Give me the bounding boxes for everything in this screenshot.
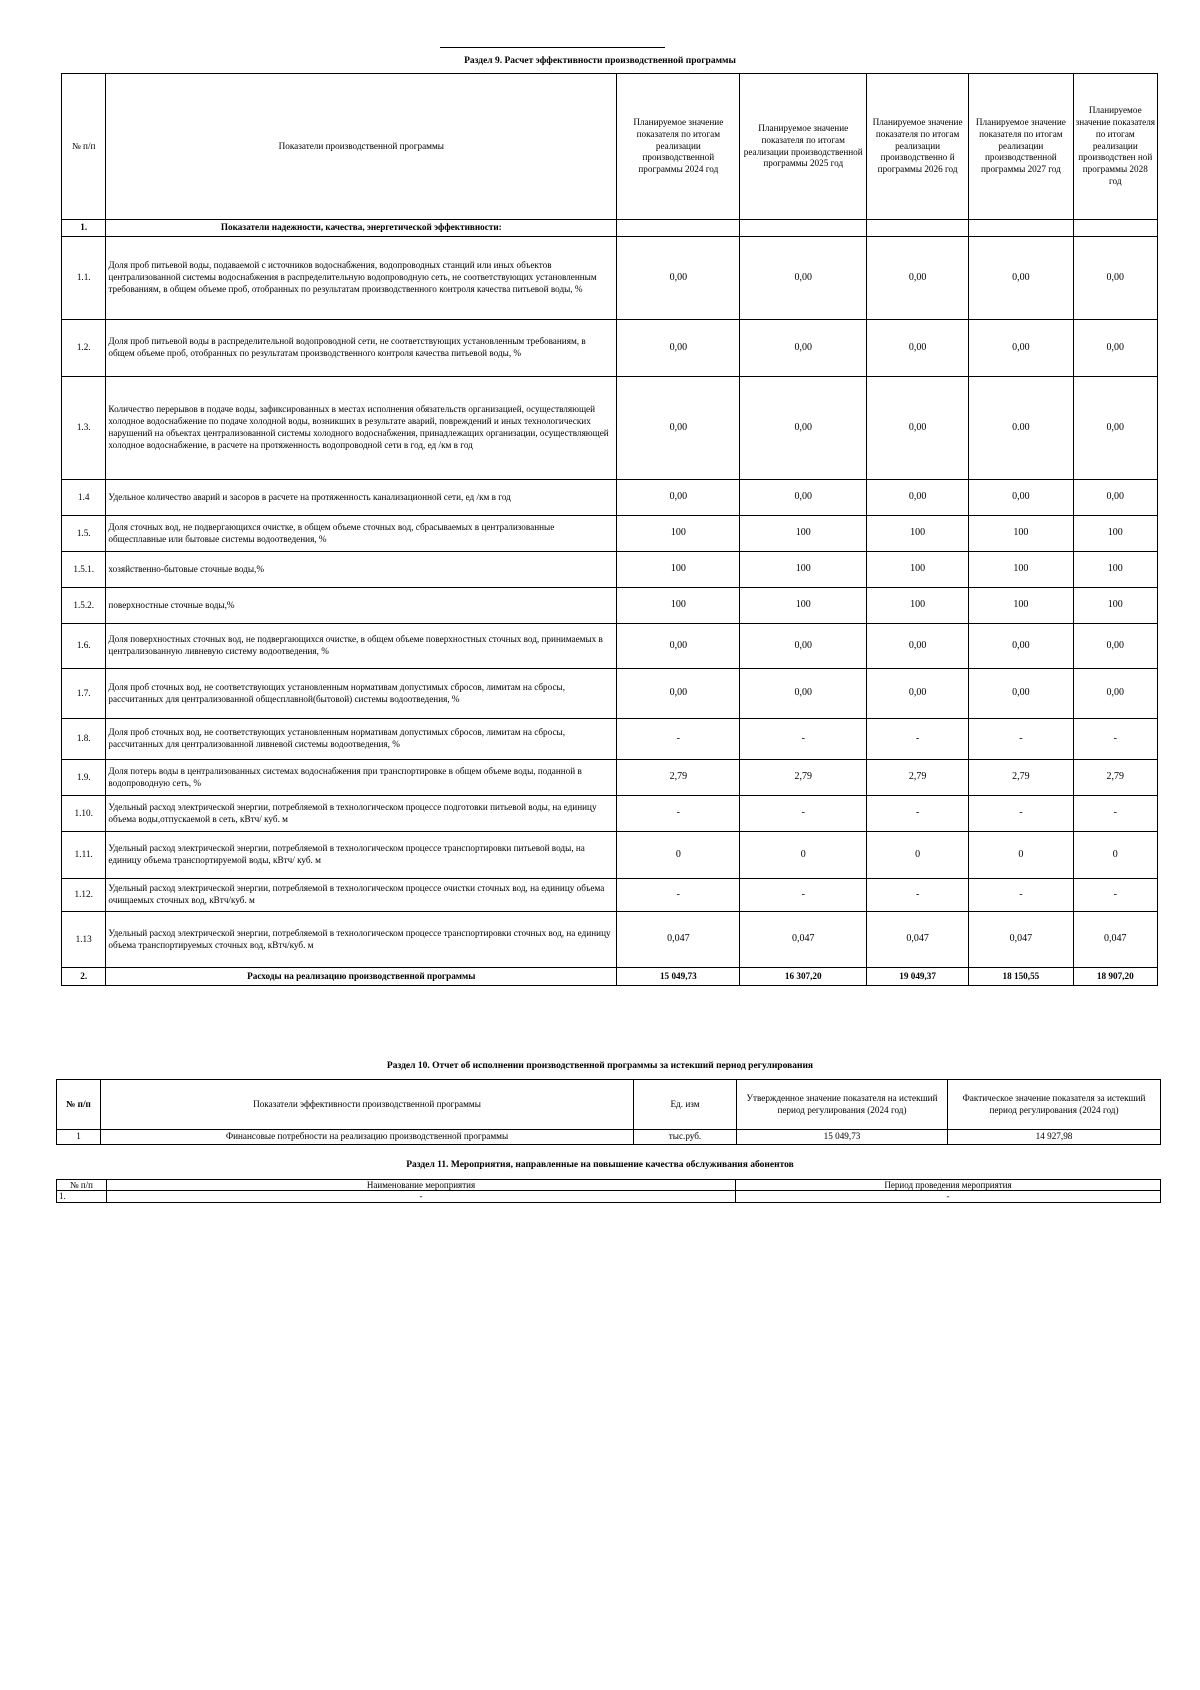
- s11-name: -: [107, 1191, 736, 1202]
- header-num: № п/п: [62, 74, 106, 220]
- section10-header-row: [57, 1080, 1161, 1130]
- row-num: 1.3.: [62, 377, 106, 480]
- row-num: 1.7.: [62, 669, 106, 719]
- row-value-2028: 100: [1073, 552, 1157, 588]
- row-value-2024: -: [617, 796, 740, 832]
- row-indicator-name: хозяйственно-бытовые сточные воды,%: [106, 552, 617, 588]
- s11-num: 1.: [57, 1191, 107, 1202]
- row-value-2025: 2,79: [740, 760, 867, 796]
- row-value-2028: 0,00: [1073, 669, 1157, 719]
- row-indicator-name: Количество перерывов в подаче воды, зафиксированных в местах исполнения обязательств организацией, осуществляющей холодное водоснабжение по подаче холодной воды, возникших в результате аварий, повреждений и иных технологических нарушений на объектах централизованной системы холодного водоснабжения, принадлежащих организации, осуществляющей холодное водоснабжение, в расчете на протяженность водопроводной сети в год, ед /км в год: [106, 377, 617, 480]
- top-rule: [440, 47, 665, 48]
- row-value-2025: -: [740, 796, 867, 832]
- expenses-value-2026: 19 049,37: [867, 968, 969, 986]
- row-indicator-name: Доля проб питьевой воды, подаваемой с источников водоснабжения, водопроводных станций или иных объектов централизованной системы водоснабжения в распределительную водопроводную сеть, не соответствующих установленным требованиям, в общем объеме проб, отобранных по результатам производственного контроля качества питьевой воды, %: [106, 237, 617, 320]
- row-value-2025: 0,00: [740, 320, 867, 377]
- row-num: 1.1.: [62, 237, 106, 320]
- header-year-2024: Планируемое значение показателя по итогам реализации производственной программы 2024 год: [617, 74, 740, 220]
- row-value-2026: 100: [867, 588, 969, 624]
- row-indicator-name: Доля проб сточных вод, не соответствующих установленным нормативам допустимых сбросов, лимитам на сбросы, рассчитанных для централизованной общесплавной(бытовой) системы водоотведения, %: [106, 669, 617, 719]
- row-value-2024: 0,00: [617, 480, 740, 516]
- row-num: 1.2.: [62, 320, 106, 377]
- s10-indicator: Финансовые потребности на реализацию производственной программы: [101, 1130, 634, 1145]
- row-value-2028: 0,00: [1073, 480, 1157, 516]
- s11-header-name: Наименование мероприятия: [107, 1180, 736, 1191]
- section10-row: [57, 1130, 1161, 1145]
- empty-cell: [969, 220, 1073, 237]
- header-year-2027: Планируемое значение показателя по итогам реализации производственной программы 2027 год: [969, 74, 1073, 220]
- row-value-2027: 0,00: [969, 669, 1073, 719]
- empty-cell: [617, 220, 740, 237]
- row-num: 1.5.1.: [62, 552, 106, 588]
- table-row: [62, 912, 1158, 968]
- empty-cell: [867, 220, 969, 237]
- row-value-2025: 100: [740, 552, 867, 588]
- row-value-2024: 100: [617, 516, 740, 552]
- row-value-2028: 0,00: [1073, 320, 1157, 377]
- row-value-2024: 2,79: [617, 760, 740, 796]
- row-value-2026: 0,00: [867, 669, 969, 719]
- section11-table: [56, 1179, 1161, 1203]
- s10-actual: 14 927,98: [948, 1130, 1161, 1145]
- row-value-2025: 0,00: [740, 669, 867, 719]
- row-value-2028: 2,79: [1073, 760, 1157, 796]
- row-value-2024: 0,00: [617, 320, 740, 377]
- row-num: 1.8.: [62, 719, 106, 760]
- section11-header-row: [57, 1180, 1161, 1191]
- expenses-value-2024: 15 049,73: [617, 968, 740, 986]
- table-row: [62, 552, 1158, 588]
- row-num: 1.13: [62, 912, 106, 968]
- s10-header-approved: Утвержденное значение показателя на истекший период регулирования (2024 год): [737, 1080, 948, 1130]
- section10-table: [56, 1079, 1161, 1145]
- row-indicator-name: поверхностные сточные воды,%: [106, 588, 617, 624]
- table-row: [62, 760, 1158, 796]
- s11-header-period: Период проведения мероприятия: [736, 1180, 1161, 1191]
- row-indicator-name: Доля проб питьевой воды в распределительной водопроводной сети, не соответствующих установленным требованиям, в общем объеме проб, отобранных по результатам производственного контроля качества питьевой воды, %: [106, 320, 617, 377]
- row-value-2026: 0: [867, 832, 969, 879]
- row-indicator-name: Удельное количество аварий и засоров в расчете на протяженность канализационной сети, ед /км в год: [106, 480, 617, 516]
- row-value-2025: 100: [740, 516, 867, 552]
- row-value-2025: 0,00: [740, 480, 867, 516]
- row-value-2028: -: [1073, 719, 1157, 760]
- expenses-num: 2.: [62, 968, 106, 986]
- row-value-2027: 0: [969, 832, 1073, 879]
- row-value-2025: 0,00: [740, 377, 867, 480]
- row-value-2026: 0,00: [867, 624, 969, 669]
- row-value-2026: -: [867, 796, 969, 832]
- s11-period: -: [736, 1191, 1161, 1202]
- row-value-2024: 0,00: [617, 377, 740, 480]
- section9-table: [61, 73, 1158, 986]
- section11-row: [57, 1191, 1161, 1202]
- s10-approved: 15 049,73: [737, 1130, 948, 1145]
- row-value-2027: 0,047: [969, 912, 1073, 968]
- table-row: [62, 377, 1158, 480]
- row-value-2026: -: [867, 879, 969, 912]
- row-value-2028: 0: [1073, 832, 1157, 879]
- header-year-2028: Планируемое значение показателя по итогам реализации производствен ной программы 2028 год: [1073, 74, 1157, 220]
- section10-title: Раздел 10. Отчет об исполнении производственной программы за истекший период регулирования: [386, 1061, 814, 1071]
- group-num: 1.: [62, 220, 106, 237]
- row-indicator-name: Удельный расход электрической энергии, потребляемой в технологическом процессе транспортировки питьевой воды, на единицу объема транспортируемой воды, кВтч/ куб. м: [106, 832, 617, 879]
- s10-header-unit: Ед. изм: [634, 1080, 737, 1130]
- row-num: 1.5.2.: [62, 588, 106, 624]
- row-indicator-name: Доля поверхностных сточных вод, не подвергающихся очистке, в общем объеме поверхностных сточных вод, принимаемых в централизованную ливневую систему водоотведения, %: [106, 624, 617, 669]
- table-row: [62, 320, 1158, 377]
- s10-header-num: № п/п: [57, 1080, 101, 1130]
- row-value-2026: 0,047: [867, 912, 969, 968]
- row-value-2027: 0,00: [969, 320, 1073, 377]
- table-row: [62, 796, 1158, 832]
- expenses-row: [62, 968, 1158, 986]
- row-value-2026: 0,00: [867, 237, 969, 320]
- row-num: 1.4: [62, 480, 106, 516]
- row-value-2025: -: [740, 879, 867, 912]
- row-value-2024: 0: [617, 832, 740, 879]
- s11-header-num: № п/п: [57, 1180, 107, 1191]
- table-row: [62, 879, 1158, 912]
- row-value-2024: 0,00: [617, 237, 740, 320]
- table-row: [62, 516, 1158, 552]
- table-row: [62, 237, 1158, 320]
- expenses-value-2028: 18 907,20: [1073, 968, 1157, 986]
- row-value-2025: 0,00: [740, 624, 867, 669]
- empty-cell: [1073, 220, 1157, 237]
- row-value-2025: 0,047: [740, 912, 867, 968]
- table-row: [62, 588, 1158, 624]
- table-row: [62, 832, 1158, 879]
- row-value-2028: 0,00: [1073, 237, 1157, 320]
- row-value-2028: -: [1073, 879, 1157, 912]
- expenses-label: Расходы на реализацию производственной программы: [106, 968, 617, 986]
- row-value-2026: 0,00: [867, 320, 969, 377]
- row-indicator-name: Удельный расход электрической энергии, потребляемой в технологическом процессе транспортировки сточных вод, на единицу объема транспортируемых сточных вод, кВтч/куб. м: [106, 912, 617, 968]
- row-value-2025: 0: [740, 832, 867, 879]
- row-value-2024: 100: [617, 588, 740, 624]
- row-value-2028: 0,047: [1073, 912, 1157, 968]
- row-indicator-name: Удельный расход электрической энергии, потребляемой в технологическом процессе подготовки питьевой воды, на единицу объема воды,отпускаемой в сеть, кВтч/ куб. м: [106, 796, 617, 832]
- row-value-2024: 0,047: [617, 912, 740, 968]
- row-value-2027: -: [969, 879, 1073, 912]
- row-value-2025: -: [740, 719, 867, 760]
- row-value-2027: 100: [969, 588, 1073, 624]
- expenses-value-2025: 16 307,20: [740, 968, 867, 986]
- row-indicator-name: Доля сточных вод, не подвергающихся очистке, в общем объеме сточных вод, сбрасываемых в централизованные общесплавные или бытовые системы водоотведения, %: [106, 516, 617, 552]
- row-value-2024: 100: [617, 552, 740, 588]
- row-value-2024: 0,00: [617, 624, 740, 669]
- row-num: 1.9.: [62, 760, 106, 796]
- row-value-2027: -: [969, 796, 1073, 832]
- table-row: [62, 624, 1158, 669]
- row-value-2028: 100: [1073, 588, 1157, 624]
- row-value-2026: 0,00: [867, 377, 969, 480]
- row-value-2028: 100: [1073, 516, 1157, 552]
- row-value-2026: -: [867, 719, 969, 760]
- row-value-2028: 0,00: [1073, 624, 1157, 669]
- row-value-2025: 100: [740, 588, 867, 624]
- row-num: 1.6.: [62, 624, 106, 669]
- section9-header-row: [62, 74, 1158, 220]
- row-value-2027: 0.00: [969, 377, 1073, 480]
- s10-num: 1: [57, 1130, 101, 1145]
- row-value-2027: -: [969, 719, 1073, 760]
- row-value-2026: 2,79: [867, 760, 969, 796]
- row-value-2025: 0,00: [740, 237, 867, 320]
- section11-title: Раздел 11. Мероприятия, направленные на повышение качества обслуживания абонентов: [406, 1160, 794, 1170]
- section9-title: Раздел 9. Расчет эффективности производственной программы: [464, 56, 736, 66]
- row-value-2028: -: [1073, 796, 1157, 832]
- s10-header-indicator: Показатели эффективности производственной программы: [101, 1080, 634, 1130]
- expenses-value-2027: 18 150,55: [969, 968, 1073, 986]
- group-label: Показатели надежности, качества, энергетической эффективности:: [106, 220, 617, 237]
- row-value-2024: 0,00: [617, 669, 740, 719]
- row-value-2024: -: [617, 879, 740, 912]
- row-value-2024: -: [617, 719, 740, 760]
- row-value-2027: 0,00: [969, 237, 1073, 320]
- row-num: 1.11.: [62, 832, 106, 879]
- row-num: 1.10.: [62, 796, 106, 832]
- s10-unit: тыс.руб.: [634, 1130, 737, 1145]
- row-value-2027: 2,79: [969, 760, 1073, 796]
- row-value-2026: 100: [867, 552, 969, 588]
- row-indicator-name: Доля потерь воды в централизованных системах водоснабжения при транспортировке в общем объеме воды, поданной в водопроводную сеть, %: [106, 760, 617, 796]
- group-row: [62, 220, 1158, 237]
- row-num: 1.5.: [62, 516, 106, 552]
- row-value-2027: 100: [969, 516, 1073, 552]
- s10-header-actual: Фактическое значение показателя за истекший период регулирования (2024 год): [948, 1080, 1161, 1130]
- table-row: [62, 719, 1158, 760]
- row-indicator-name: Удельный расход электрической энергии, потребляемой в технологическом процессе очистки сточных вод, на единицу объема очищаемых сточных вод, кВтч/куб. м: [106, 879, 617, 912]
- row-num: 1.12.: [62, 879, 106, 912]
- empty-cell: [740, 220, 867, 237]
- row-value-2026: 100: [867, 516, 969, 552]
- table-row: [62, 669, 1158, 719]
- header-year-2025: Планируемое значение показателя по итогам реализации производственной программы 2025 год: [740, 74, 867, 220]
- row-value-2027: 100: [969, 552, 1073, 588]
- row-value-2027: 0,00: [969, 480, 1073, 516]
- row-value-2028: 0,00: [1073, 377, 1157, 480]
- header-indicator: Показатели производственной программы: [106, 74, 617, 220]
- row-value-2027: 0,00: [969, 624, 1073, 669]
- row-indicator-name: Доля проб сточных вод, не соответствующих установленным нормативам допустимых сбросов, лимитам на сбросы, рассчитанных для централизованной ливневой системы водоотведения, %: [106, 719, 617, 760]
- header-year-2026: Планируемое значение показателя по итогам реализации производственно й программы 2026 год: [867, 74, 969, 220]
- row-value-2026: 0,00: [867, 480, 969, 516]
- table-row: [62, 480, 1158, 516]
